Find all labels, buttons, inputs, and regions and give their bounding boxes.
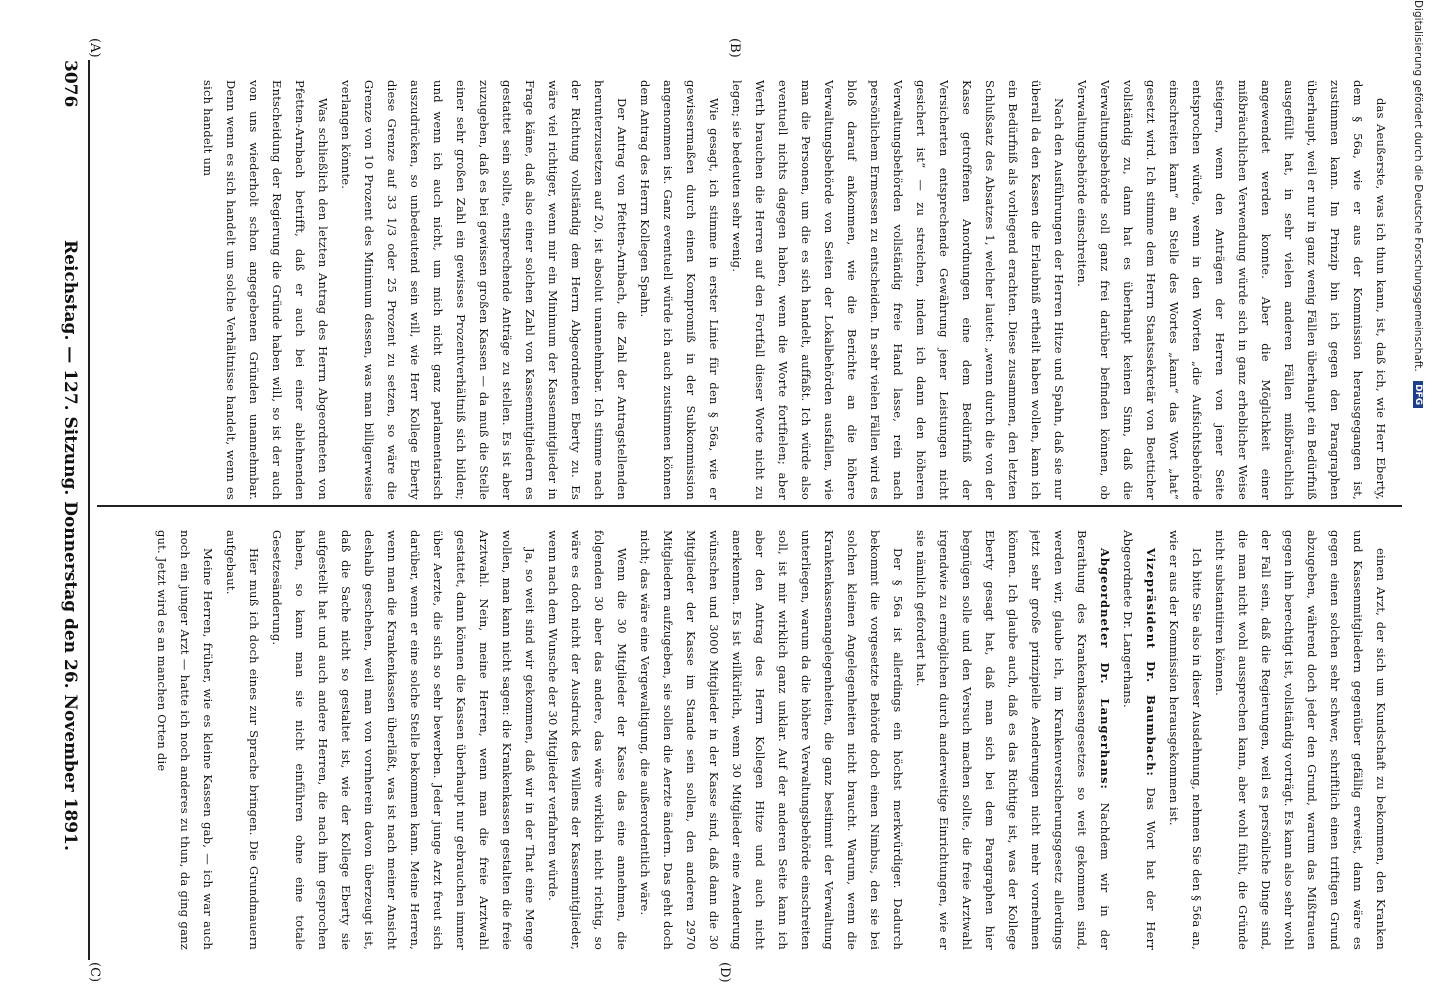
paragraph: Meine Herren, früher, wie es kleine Kassen gab, — ich war auch noch ein junger Arzt — hatte ich noch anderes zu thun, da ging ganz gut. Jetzt wird es an manchen Orten die bbox=[155, 530, 215, 950]
margin-marker-d: (D) bbox=[717, 962, 732, 983]
paragraph: Wie gesagt, ich stimme in erster Linie für den § 56a, wie er gewissermaßen durch einen Kompromiß in der Subkommission angenommen ist. Ganz eventuell würde ich auch zustimmen können dem Antrag des Herrn Kollegen Spahn. bbox=[638, 80, 721, 500]
digitization-footer bbox=[1406, 0, 1424, 1000]
paragraph: Nach den Ausführungen der Herren Hitze und Spahn, daß sie nur überall da den Kassen die Erlaubniß ertheilt haben wollen, kann ich ein Bedürfniß als vorliegend erachten. Diese zusammen, den letzten Schlußsatz des Absatzes 1, welcher lautet: „wenn durch die von der Kasse getroffenen Anordnungen eine dem Bedürfniß der Versicherten entsprechende Gewährung jener Leistungen nicht gesichert ist“ — zu streichen, indem ich dann den höheren Verwaltungsbehörden vollständig freie Hand lasse, rein nach persönlichem Ermessen zu entscheiden. In sehr vielen Fällen wird es bloß darauf ankommen, wie die Berichte an die höhere Verwaltungsbehörde von Seiten der Lokalbehörden ausfallen, wie man die Personen, um die es sich handelt, auffaßt. Ich würde also eventuell nichts dagegen haben, wenn die Worte fortfielen; aber Werth brauchen die Herren auf den Fortfall dieser Worte nicht zu legen; sie bedeuten sehr wenig. bbox=[730, 80, 1066, 500]
speaker-name: Vizepräsident Dr. Baumbach: bbox=[1144, 548, 1158, 777]
paragraph: Ja, so weit sind wir gekommen, daß wir in der That eine Menge wollen, man kann nicht sagen: die Krankenkassen gestalten die freie Arztwahl. Nein, meine Herren, wenn man die freie Arztwahl gestattet, dann können die Kassen überhaupt nur gebrauchen immer über Aerzte, die sich so sehr bewerben. Jeder junge Arzt freut sich darüber, wenn er eine solche Stelle bekommen kann. Meine Herren, wenn man die Krankenkassen überläßt, was ist nach meiner Ansicht deshalb geschehen, weil man von vornherein davon überzeugt ist, daß die Sache nicht so gestaltet ist, wie der Kollege Eberty sie aufgestellt hat und auch andere Herren, die nach ihm gesprochen haben, so kann man sie nicht einführen ohne eine totale Gesetzesänderung. bbox=[270, 530, 537, 950]
paragraph: Der Antrag von Pfetten-Arnbach, die Zahl der Antragstellenden herunterzusetzen auf 20, ist absolut unannehmbar. Ich stimme nach der Richtung vollständig dem Herrn Abgeordneten Eberty zu. Es wäre viel richtiger, wenn mir ein Minimum der Kassenmitglieder in Frage käme, daß also einer solchen Zahl von Kassenmitgliedern es gestattet sein sollte, entsprechende Anträge zu stellen. Es ist aber zuzugeben, daß es bei gewissen großen Kassen — da muß die Stelle einer sehr großen Zahl ein gewisses Prozentverhältniß sich bilden; und wenn ich auch nicht, um mich nicht ganz parlamentarisch auszudrücken, so unbedeutend sein will, wie Herr Kollege Eberty diese Grenze auf 33 1/3 oder 25 Prozent zu setzen, so wäre die Grenze von 10 Prozent des Minimum dessen, was man billigerweise verlangen könnte. bbox=[339, 80, 629, 500]
speech-text: Nachdem wir in der Berathung des Krankenkassengesetzes so weit gekommen sind, werden wir, glaube ich, im Krankenversicherungsgesetz allerdings jetzt sehr große prinzipielle Aenderungen nicht mehr vornehmen können. Ich glaube auch, daß es das Richtige ist, was der Kollege Eberty gesagt hat, daß man sich bei dem Paragraphen hier begnügen solle und den Versuch machen sollte, die freie Arztwahl irgendwie zu ermöglichen durch anderweitige Einrichtungen, wie er sie nämlich gefordert hat. bbox=[914, 530, 1112, 950]
margin-marker-a: (A) bbox=[87, 38, 102, 58]
paragraph: Der § 56a ist allerdings ein höchst merkwürdiger. Dadurch bekommt die vorgesetzte Behörde doch einen Nimbus, den sie bei solchen kleinen Angelegenheiten nicht braucht. Warum, wenn die Krankenkassenangelegenheiten, die ganz bestimmt der Verwaltung unterliegen, warum da die höhere Verwaltungsbehörde einschreiten soll, ist mir wirklich ganz unklar. Auf der anderen Seite kann ich aber den Antrag des Herrn Kollegen Hitze und auch nicht anerkennen. Es ist willkürlich, wenn 30 Mitglieder eine Aenderung wünschen und 3000 Mitglieder in der Kasse sind, daß dann die 30 Mitglieder der Kasse im Stande sein sollen, den anderen 2970 Mitgliedern aufzugeben, sie sollen die Aerzte ändern. Das geht doch nicht; das wäre eine Vergewaltigung, die außerordentlich wäre. bbox=[638, 530, 905, 950]
paragraph: Wenn die 30 Mitglieder der Kasse das eine annehmen, die folgenden 30 aber das andere, das wäre wirklich nicht richtig, so wäre es doch nicht der Ausdruck des Willens der Kassenmitglieder, wenn nach dem Wunsche der 30 Mitglieder verfahren würde. bbox=[546, 530, 629, 950]
header-rule bbox=[88, 60, 90, 960]
text-column-second bbox=[102, 530, 1392, 950]
speaker-paragraph bbox=[909, 530, 1116, 950]
text-column-first bbox=[102, 80, 1392, 500]
paragraph: das Aeußerste, was ich thun kann, ist, daß ich, wie Herr Eberty, dem § 56a, wie er aus der Kommission herausgegangen ist, zustimmen kann. Im Prinzip bin ich gegen den Paragraphen überhaupt, weil er nur in ganz wenig Fällen überhaupt ein Bedürfniß ausgefüllt hat, in sehr vielen anderen Fällen mißbräuchlich angewendet werden konnte. Aber die Möglichkeit einer mißbräuchlichen Verwendung würde sich in ganz erheblicher Weise steigern, wenn den Anträgen der Herren von jener Seite entsprochen würde, wenn in den Worten „die Aufsichtsbehörde einschreiten kann“ an Stelle des Wortes „kann“ das Wort „hat“ gesetzt wird. Ich stimme dem Herrn Staatssekretär von Boetticher vollständig zu, dann hat es überhaupt keinen Sinn, daß die Verwaltungsbehörde soll ganz frei darüber befinden können, ob Verwaltungsbehörde einschreiten. bbox=[1075, 80, 1388, 500]
speaker-paragraph bbox=[1116, 530, 1162, 950]
column-divider bbox=[97, 505, 1402, 507]
footer-text: Digitalisierung gefördert durch die Deutsche Forschungsgemeinschaft. bbox=[1412, 0, 1424, 372]
running-title: Reichstag. — 127. Sitzung. Donnerstag den 26. November 1891. bbox=[60, 240, 80, 851]
dfg-logo: DFG bbox=[1413, 381, 1423, 408]
margin-marker-c: (C) bbox=[87, 962, 102, 983]
paragraph: Hier muß ich doch eines zur Sprache bringen. Die Grundmauern aufgebaut. bbox=[224, 530, 261, 950]
page-number: 3076 bbox=[60, 60, 80, 108]
margin-marker-b: (B) bbox=[727, 38, 742, 58]
paragraph: Was schließlich den letzten Antrag des Herrn Abgeordneten von Pfetten-Arnbach betrifft, daß er auch bei einer ablehnenden Entscheidung der Regierung die Gründe haben will, so ist der auch von uns wiederholt schon angegebenen Gründen unannehmbar. Denn wenn es sich handelt um solche Verhältnisse handelt, wenn es sich handelt um bbox=[201, 80, 330, 500]
speech-text: Das Wort hat der Herr Abgeordnete Dr. Langerhans. bbox=[1121, 530, 1158, 950]
speaker-name: Abgeordneter Dr. Langerhans: bbox=[1098, 548, 1112, 790]
paragraph: einen Arzt, der sich um Kundschaft zu bekommen, den Kranken und Kassenmitgliedern gegenüber gefällig erweist, dann wäre es gegen einen solchen sehr schwer, schriftlich einen triftigen Grund abzugeben, während doch jeder den Grund, warum das Mißtrauen gegen ihn berechtigt ist, vollständig vorträgt. Es kann also sehr wohl der Fall sein, daß die Regierungen, weil es persönliche Dinge sind, die man nicht wohl aussprechen kann, aber wohl fühlt, die Gründe nicht substantiiren können. bbox=[1213, 530, 1388, 950]
page-header bbox=[50, 60, 80, 940]
paragraph: Ich bitte Sie also in dieser Ausdehnung, nehmen Sie den § 56a an, wie er aus der Kommission herausgekommen ist. bbox=[1167, 530, 1204, 950]
